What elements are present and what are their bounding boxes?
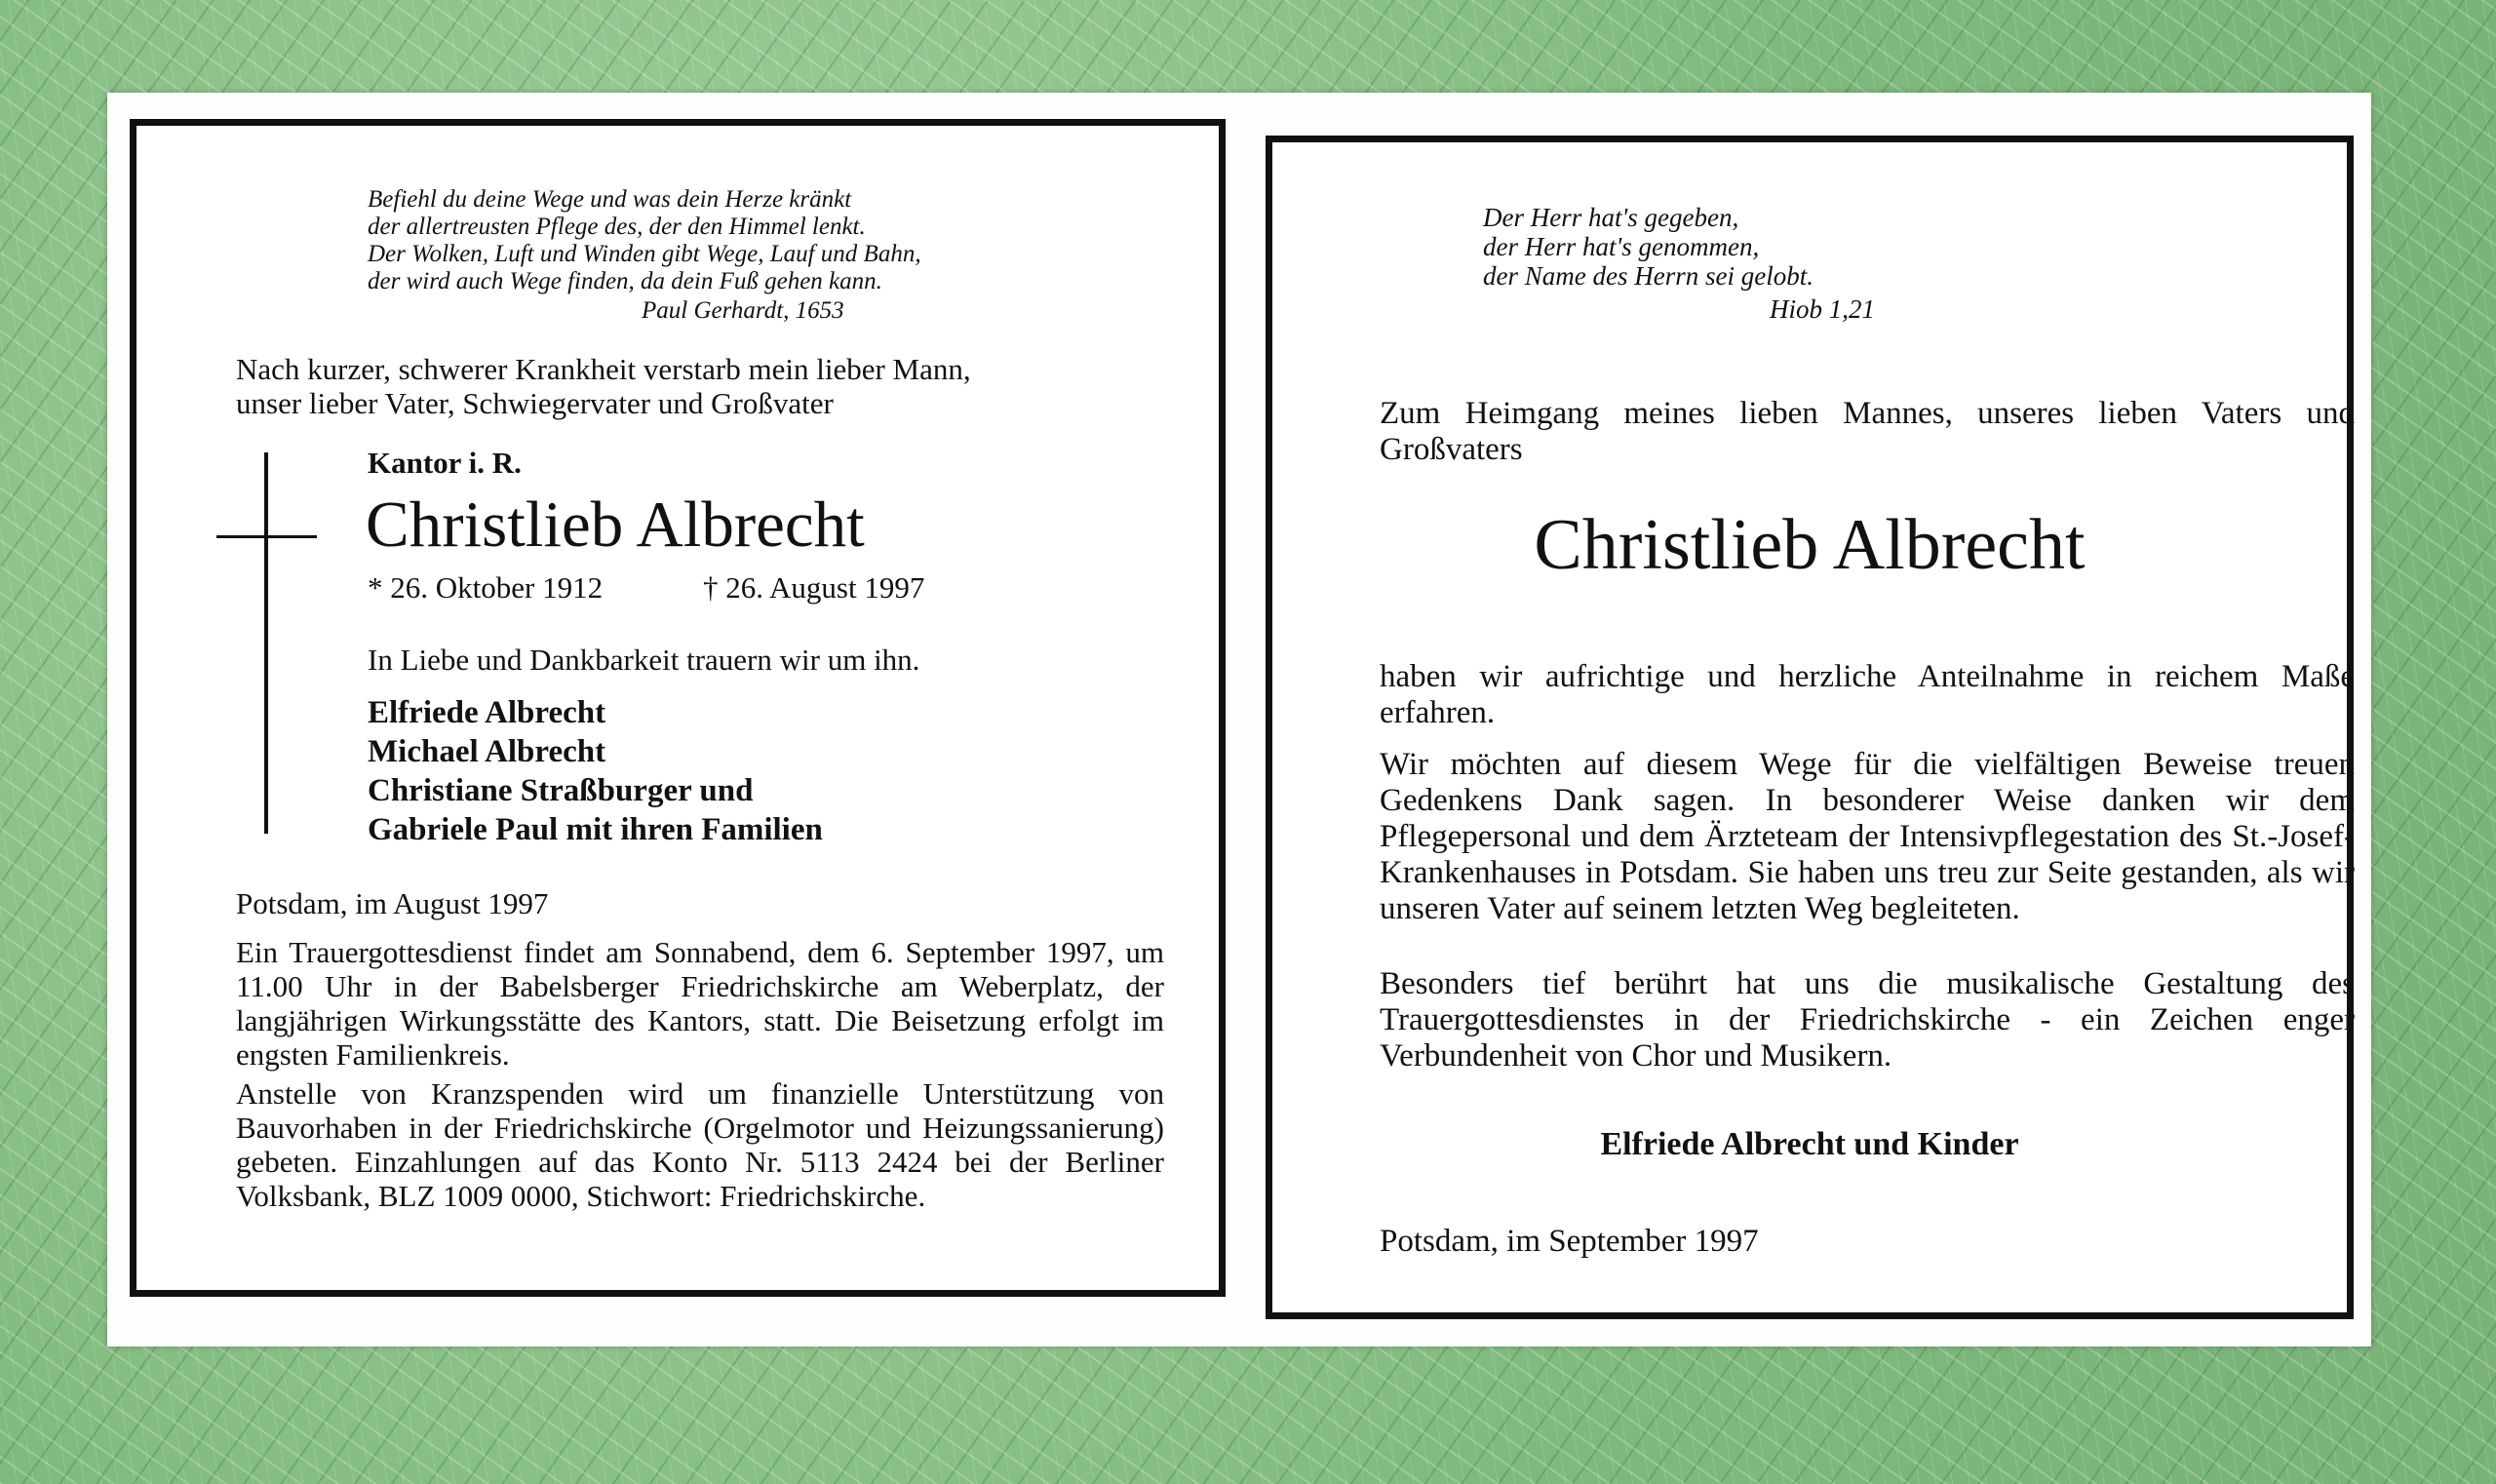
- intro-line-2: unser lieber Vater, Schwiegervater und Großvater: [236, 386, 834, 420]
- acknowledgment-card: [1266, 136, 2354, 1319]
- motto-line-3: der Name des Herrn sei gelobt.: [1483, 261, 1814, 291]
- cross-horizontal: [216, 535, 317, 538]
- intro-line-1: Nach kurzer, schwerer Krankheit verstarb mein lieber Mann,: [236, 352, 971, 386]
- deceased-name: Christlieb Albrecht: [366, 488, 865, 561]
- motto-line-4: der wird auch Wege finden, da dein Fuß gehen kann.: [368, 268, 882, 294]
- motto-line-2: der allertreusten Pflege des, der den Himmel lenkt.: [368, 214, 866, 240]
- motto-line-1: Der Herr hat's gegeben,: [1483, 203, 1739, 232]
- motto-attribution: Paul Gerhardt, 1653: [642, 297, 844, 324]
- place-date: Potsdam, im September 1997: [1380, 1224, 1759, 1259]
- motto-attribution: Hiob 1,21: [1770, 294, 1875, 324]
- service-info: Ein Trauergottesdienst findet am Sonnabend, dem 6. September 1997, um 11.00 Uhr in der Babelsberger Friedrichskirche am Weberplatz, der langjährigen Wirkungsstätte des Kantors, statt. Die Beisetzung erfolgt im engsten Familienkreis.: [236, 935, 1164, 1072]
- paper-sheet: [107, 93, 2371, 1347]
- thanks-paragraph-1: haben wir aufrichtige und herzliche Anteilnahme in reichem Maße erfahren.: [1380, 659, 2355, 730]
- title: Kantor i. R.: [368, 446, 522, 480]
- thanks-paragraph-2: Wir möchten auf diesem Wege für die vielfältigen Beweise treuen Gedenkens Dank sagen. In besonderer Weise danken wir dem Pflegepersonal und dem Ärzteteam der Intensivpflegestation des St.-Josef-Krankenhauses in Potsdam. Sie haben uns treu zur Seite gestanden, als wir unseren Vater auf seinem letzten Weg begleiteten.: [1380, 747, 2355, 926]
- mourner-2: Michael Albrecht: [368, 734, 606, 769]
- signature: Elfriede Albrecht und Kinder: [1600, 1126, 2019, 1162]
- motto-line-1: Befiehl du deine Wege und was dein Herze kränkt: [368, 186, 852, 213]
- motto-line-2: der Herr hat's genommen,: [1483, 232, 1760, 261]
- cross-vertical: [264, 452, 268, 834]
- mourner-4: Gabriele Paul mit ihren Familien: [368, 812, 823, 847]
- death-date: † 26. August 1997: [703, 570, 925, 605]
- thanks-paragraph-3: Besonders tief berührt hat uns die musikalische Gestaltung des Trauergottesdienstes in der Friedrichskirche - ein Zeichen enger Verbundenheit von Chor und Musikern.: [1380, 966, 2355, 1074]
- deceased-name: Christlieb Albrecht: [1534, 505, 2086, 585]
- mourner-3: Christiane Straßburger und: [368, 773, 754, 808]
- intro-text: Zum Heimgang meines lieben Mannes, unseres lieben Vaters und Großvaters: [1380, 396, 2355, 467]
- donation-info: Anstelle von Kranzspenden wird um finanzielle Unterstützung von Bauvorhaben in der Friedrichskirche (Orgelmotor und Heizungssanierung) gebeten. Einzahlungen auf das Konto Nr. 5113 2424 bei der Berliner Volksbank, BLZ 1009 0000, Stichwort: Friedrichskirche.: [236, 1076, 1164, 1213]
- place-date: Potsdam, im August 1997: [236, 886, 549, 920]
- motto-line-3: Der Wolken, Luft und Winden gibt Wege, Lauf und Bahn,: [368, 241, 921, 267]
- mourning-line: In Liebe und Dankbarkeit trauern wir um ihn.: [368, 643, 920, 677]
- death-notice-card: [130, 119, 1226, 1297]
- birth-date: * 26. Oktober 1912: [368, 570, 604, 605]
- mourner-1: Elfriede Albrecht: [368, 695, 606, 730]
